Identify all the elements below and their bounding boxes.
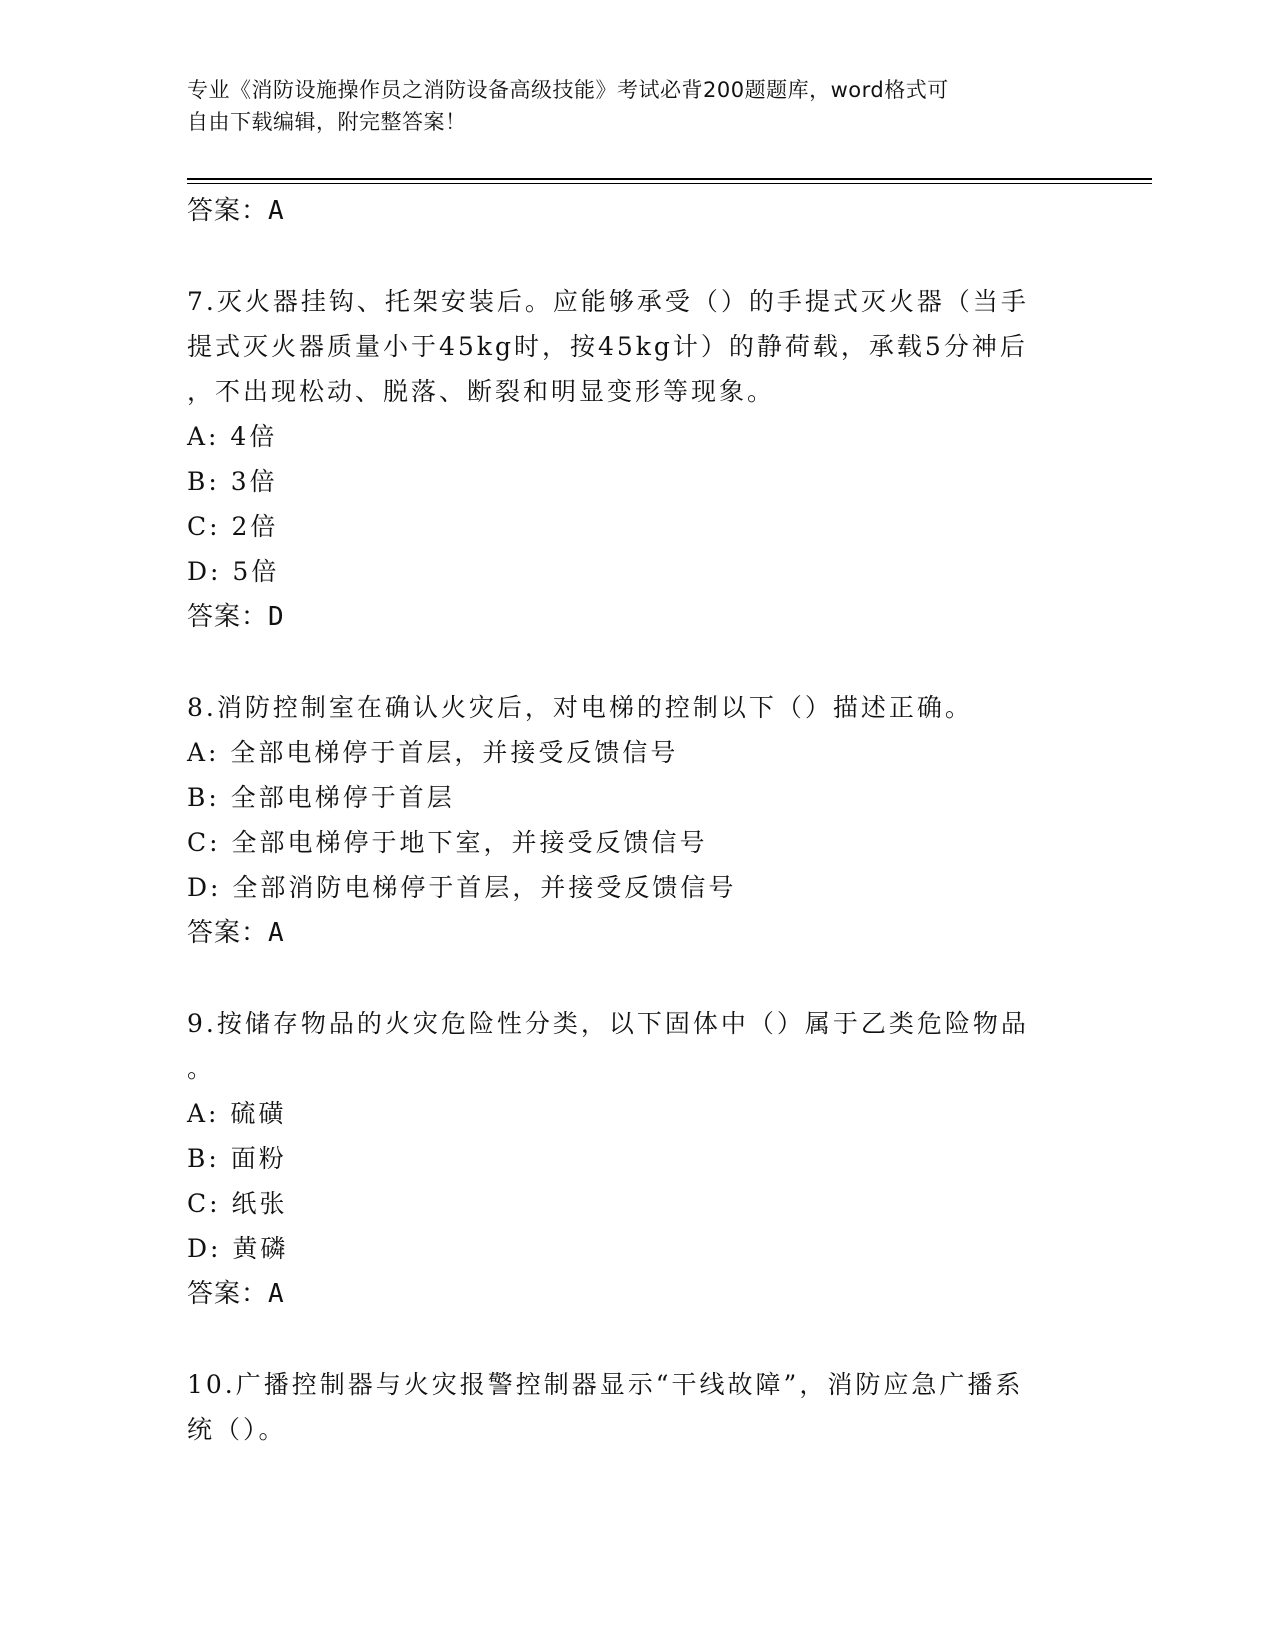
- option-b: B: 面粉: [187, 1144, 287, 1173]
- spacer: [187, 956, 1107, 1001]
- option-d: D: 黄磷: [187, 1234, 289, 1263]
- answer-line: 答案：A: [187, 196, 285, 226]
- header-line-1: 专业《消防设施操作员之消防设备高级技能》考试必背200题题库，word格式可: [187, 78, 949, 102]
- option-c: C: 全部电梯停于地下室，并接受反馈信号: [187, 828, 708, 857]
- question-text-line: ，不出现松动、脱落、断裂和明显变形等现象。: [187, 377, 776, 406]
- spacer: [187, 640, 1107, 685]
- header-divider-thin: [187, 183, 1152, 184]
- option-a: A: 全部电梯停于首层，并接受反馈信号: [187, 738, 679, 767]
- question-list: [187, 188, 1107, 1452]
- option-d: D: 全部消防电梯停于首层，并接受反馈信号: [187, 873, 737, 902]
- header-divider-thick: [187, 178, 1152, 180]
- question-10: [187, 1362, 1107, 1452]
- answer-line: 答案：A: [187, 918, 285, 948]
- option-c: C: 2倍: [187, 512, 279, 541]
- answer-line: 答案：D: [187, 602, 285, 632]
- question-text-line: 统（）。: [187, 1415, 287, 1444]
- option-c: C: 纸张: [187, 1189, 288, 1218]
- question-7: [187, 279, 1107, 640]
- spacer: [187, 1317, 1107, 1362]
- option-a: A: 硫磺: [187, 1099, 287, 1128]
- question-text-line: 7.灭火器挂钩、托架安装后。应能够承受（）的手提式灭火器（当手: [187, 287, 1029, 316]
- document-header: [187, 74, 1077, 138]
- header-line-2: 自由下载编辑，附完整答案！: [187, 110, 467, 134]
- option-b: B: 全部电梯停于首层: [187, 783, 455, 812]
- question-text-line: 8.消防控制室在确认火灾后，对电梯的控制以下（）描述正确。: [187, 693, 973, 722]
- option-b: B: 3倍: [187, 467, 278, 496]
- option-d: D: 5倍: [187, 557, 280, 586]
- question-text-line: 9.按储存物品的火灾危险性分类，以下固体中（）属于乙类危险物品: [187, 1009, 1029, 1038]
- question-text-line: 10.广播控制器与火灾报警控制器显示“干线故障”，消防应急广播系: [187, 1370, 1024, 1399]
- option-a: A: 4倍: [187, 422, 278, 451]
- question-text-line: 。: [187, 1054, 216, 1083]
- question-9: [187, 1001, 1107, 1317]
- question-text-line: 提式灭火器质量小于45kg时，按45kg计）的静荷载，承载5分神后: [187, 332, 1028, 361]
- spacer: [187, 234, 1107, 279]
- answer-line: 答案：A: [187, 1279, 285, 1309]
- question-8: [187, 685, 1107, 956]
